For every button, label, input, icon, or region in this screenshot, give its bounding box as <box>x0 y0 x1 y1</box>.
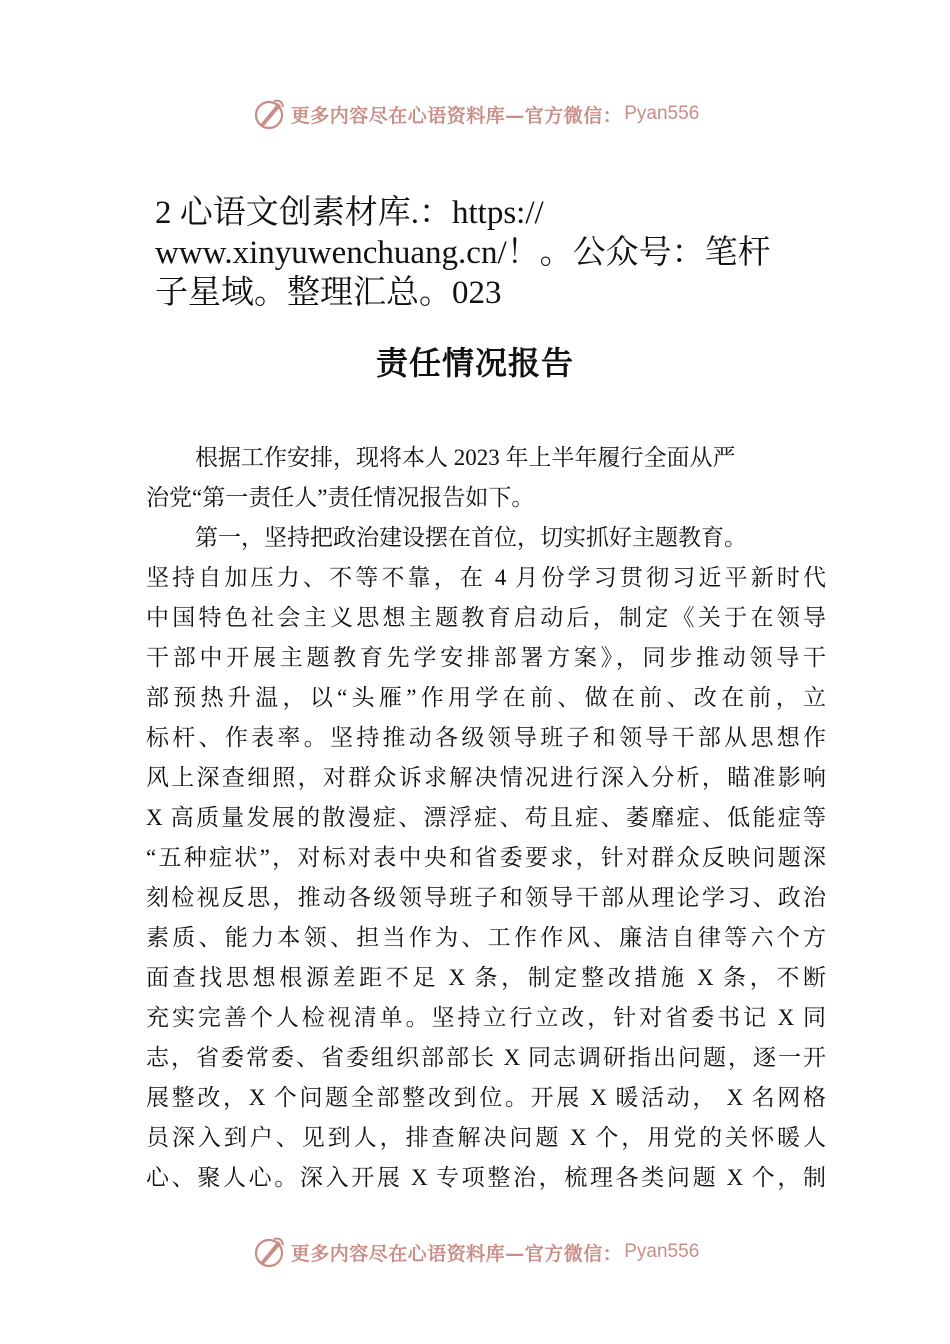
source-note <box>155 193 835 313</box>
paragraph-line: 风上深查细照，对群众诉求解决情况进行深入分析，瞄准影响 <box>146 765 826 790</box>
pen-quill-icon <box>251 1234 287 1270</box>
paragraph-line: 中国特色社会主义思想主题教育启动后，制定《关于在领导 <box>146 605 826 630</box>
watermark-text: 更多内容尽在心语资料库—官方微信： <box>290 104 623 127</box>
document-body <box>146 438 826 1198</box>
paragraph-line: 刻检视反思，推动各级领导班子和领导干部从理论学习、政治 <box>146 885 826 910</box>
paragraph-line: 标杆、作表率。坚持推动各级领导班子和领导干部从思想作 <box>146 725 826 750</box>
paragraph-line: 充实完善个人检视清单。坚持立行立改，针对省委书记 X 同 <box>146 1005 826 1030</box>
source-note-line: www.xinyuwenchuang.cn/！。公众号：笔杆 <box>155 235 771 271</box>
paragraph-line: 面查找思想根源差距不足 X 条，制定整改措施 X 条，不断 <box>146 965 826 990</box>
paragraph-line: 员深入到户、见到人，排查解决问题 X 个，用党的关怀暖人 <box>146 1125 826 1150</box>
wechat-id: Pyan556 <box>624 1241 700 1262</box>
paragraph-line: 心、聚人心。深入开展 X 专项整治，梳理各类问题 X 个，制 <box>146 1165 826 1190</box>
paragraph-line: X 高质量发展的散漫症、漂浮症、苟且症、萎靡症、低能症等 <box>146 805 826 830</box>
paragraph-line: 坚持自加压力、不等不靠，在 4 月份学习贯彻习近平新时代 <box>146 565 826 590</box>
paragraph-line: 治党“第一责任人”责任情况报告如下。 <box>146 485 535 510</box>
paragraph-line: 展整改，X 个问题全部整改到位。开展 X 暖活动， X 名网格 <box>146 1085 826 1110</box>
document-title: 责任情况报告 <box>375 344 574 382</box>
paragraph-line: “五种症状”，对标对表中央和省委要求，针对群众反映问题深 <box>146 845 826 870</box>
source-note-line: 子星域。整理汇总。023 <box>155 275 502 311</box>
paragraph-line: 第一，坚持把政治建设摆在首位，切实抓好主题教育。 <box>195 525 747 550</box>
wechat-id: Pyan556 <box>624 103 700 124</box>
pen-quill-icon <box>251 96 287 132</box>
watermark-banner-top <box>0 94 950 134</box>
paragraph-line: 志，省委常委、省委组织部部长 X 同志调研指出问题，逐一开 <box>146 1045 826 1070</box>
paragraph-line: 根据工作安排，现将本人 2023 年上半年履行全面从严 <box>195 445 736 470</box>
watermark-text: 更多内容尽在心语资料库—官方微信： <box>290 1242 623 1265</box>
paragraph-line: 部预热升温，以“头雁”作用学在前、做在前、改在前，立 <box>146 685 826 710</box>
paragraph-line: 素质、能力本领、担当作为、工作作风、廉洁自律等六个方 <box>146 925 826 950</box>
source-note-line: 2 心语文创素材库.：https:// <box>155 195 544 231</box>
watermark-banner-bottom <box>0 1232 950 1272</box>
paragraph-line: 干部中开展主题教育先学安排部署方案》，同步推动领导干 <box>146 645 826 670</box>
